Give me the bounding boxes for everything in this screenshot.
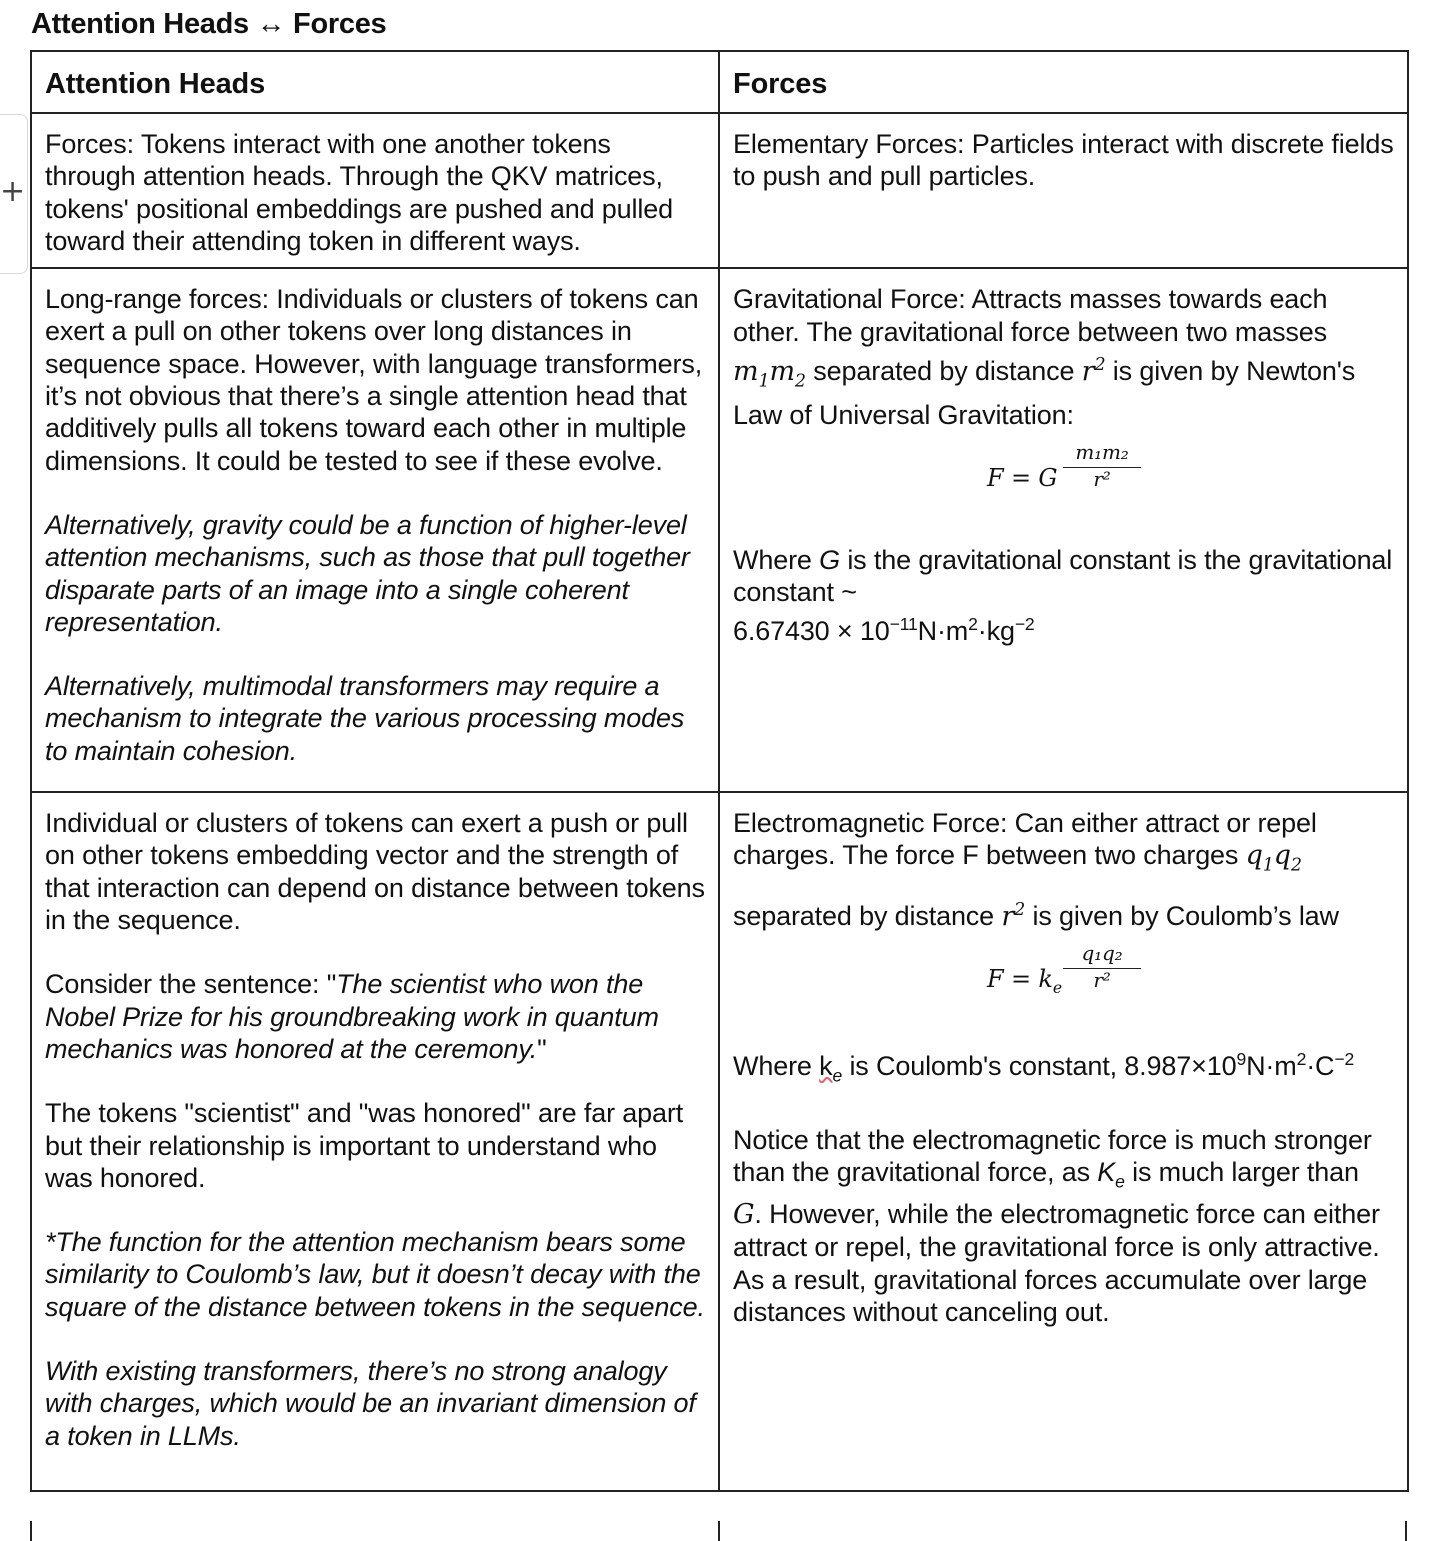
paragraph: Long-range forces: Individuals or clusters of tokens can exert a pull on other tokens over long distances in sequence space. However, with language transformers, it’s not obvious that there’s a single attention head that additively pulls all tokens toward each other in multiple dimensions. It could be tested to see if these evolve.	[45, 284, 703, 476]
table-row	[31, 268, 1408, 792]
paragraph-italic: *The function for the attention mechanism bears some similarity to Coulomb’s law, but it doesn’t decay with the square of the distance between tokens in the sequence.	[45, 1227, 705, 1322]
comparison-table	[30, 50, 1409, 1492]
cell-elementary-forces[interactable]	[719, 113, 1408, 268]
equation-fraction: q₁q₂ r²	[1059, 941, 1145, 991]
cell-forces-attention[interactable]	[31, 113, 719, 268]
paragraph: Where G is the gravitational constant is the gravitational constant ~ $6.67430 \times 10^{-11}N\cdot m^2\cdot kg^{-2}$	[733, 544, 1393, 647]
paragraph-italic: Alternatively, multimodal transformers may require a mechanism to integrate the various processing modes to maintain cohesion.	[45, 671, 685, 766]
cell-push-pull-tokens[interactable]	[31, 792, 719, 1491]
paragraph: Gravitational Force: Attracts masses towards each other. The gravitational force between two masses $m_1m_2$ separated by distance $r^2$ is given by Newton's Law of Universal Gravitation:	[733, 284, 1356, 430]
paragraph: Consider the sentence: "The scientist who won the Nobel Prize for his groundbreaking work in quantum mechanics was honored at the ceremony."	[45, 969, 659, 1064]
paragraph: Notice that the electromagnetic force is much stronger than the gravitational force, as $K_e$ is much larger than G. However, while the electromagnetic force can either attract or repel, the gravitational force is only attractive. As a result, gravitational forces accumulate over large distances without canceling out.	[733, 1125, 1380, 1328]
paragraph-italic: Alternatively, gravity could be a function of higher-level attention mechanisms, such as those that pull together disparate parts of an image into a single coherent representation.	[45, 509, 690, 637]
plus-icon[interactable]: +	[0, 174, 26, 209]
paragraph: Where $k_e$ is Coulomb's constant, $8.987\times 10^9N\cdot m^2\cdot C^{-2}$	[733, 1049, 1355, 1086]
table-row	[31, 792, 1408, 1491]
var-distance: $r^2$	[1081, 355, 1106, 388]
next-row-divider	[718, 1521, 720, 1541]
cell-text: Elementary Forces: Particles interact with discrete fields to push and pull particles.	[733, 129, 1394, 192]
var-masses: $m_1m_2$	[733, 356, 806, 392]
header-forces: Forces	[719, 51, 1408, 113]
cell-text: Forces: Tokens interact with one another tokens through attention heads. Through the QKV matrices, tokens' positional embeddings are pushed and pulled toward their attending token in different ways.	[45, 129, 673, 256]
cell-long-range-forces[interactable]	[31, 268, 719, 792]
paragraph: separated by distance $r^2$ is given by Coulomb’s law	[733, 900, 1339, 933]
cell-electromagnetic-force[interactable]	[719, 792, 1408, 1491]
table-row	[31, 113, 1408, 268]
header-attention-heads: Attention Heads	[31, 51, 719, 113]
cell-gravitational-force[interactable]	[719, 268, 1408, 792]
paragraph: The tokens "scientist" and "was honored" are far apart but their relationship is important to understand who was honored.	[45, 1098, 684, 1193]
paragraph-italic: With existing transformers, there’s no strong analogy with charges, which would be an invariant dimension of a token in LLMs.	[45, 1356, 696, 1451]
coulomb-equation: $F = k_e$ q₁q₂ r²	[733, 933, 1394, 1025]
var-charges: $q_1q_2$	[1245, 840, 1302, 876]
paragraph: Electromagnetic Force: Can either attract or repel charges. The force F between two charges $q_1q_2$	[733, 808, 1317, 876]
var-distance: $r^2$	[1001, 900, 1026, 933]
equation-fraction: m₁m₂ r²	[1059, 440, 1145, 490]
paragraph: Individual or clusters of tokens can exert a push or pull on other tokens embedding vector and the strength of that interaction can depend on distance between tokens in the sequence.	[45, 808, 705, 936]
table-header-row	[31, 51, 1408, 113]
document-title: Attention Heads ↔ Forces	[31, 8, 387, 40]
gravity-equation: F = G m₁m₂ r²	[733, 432, 1394, 524]
